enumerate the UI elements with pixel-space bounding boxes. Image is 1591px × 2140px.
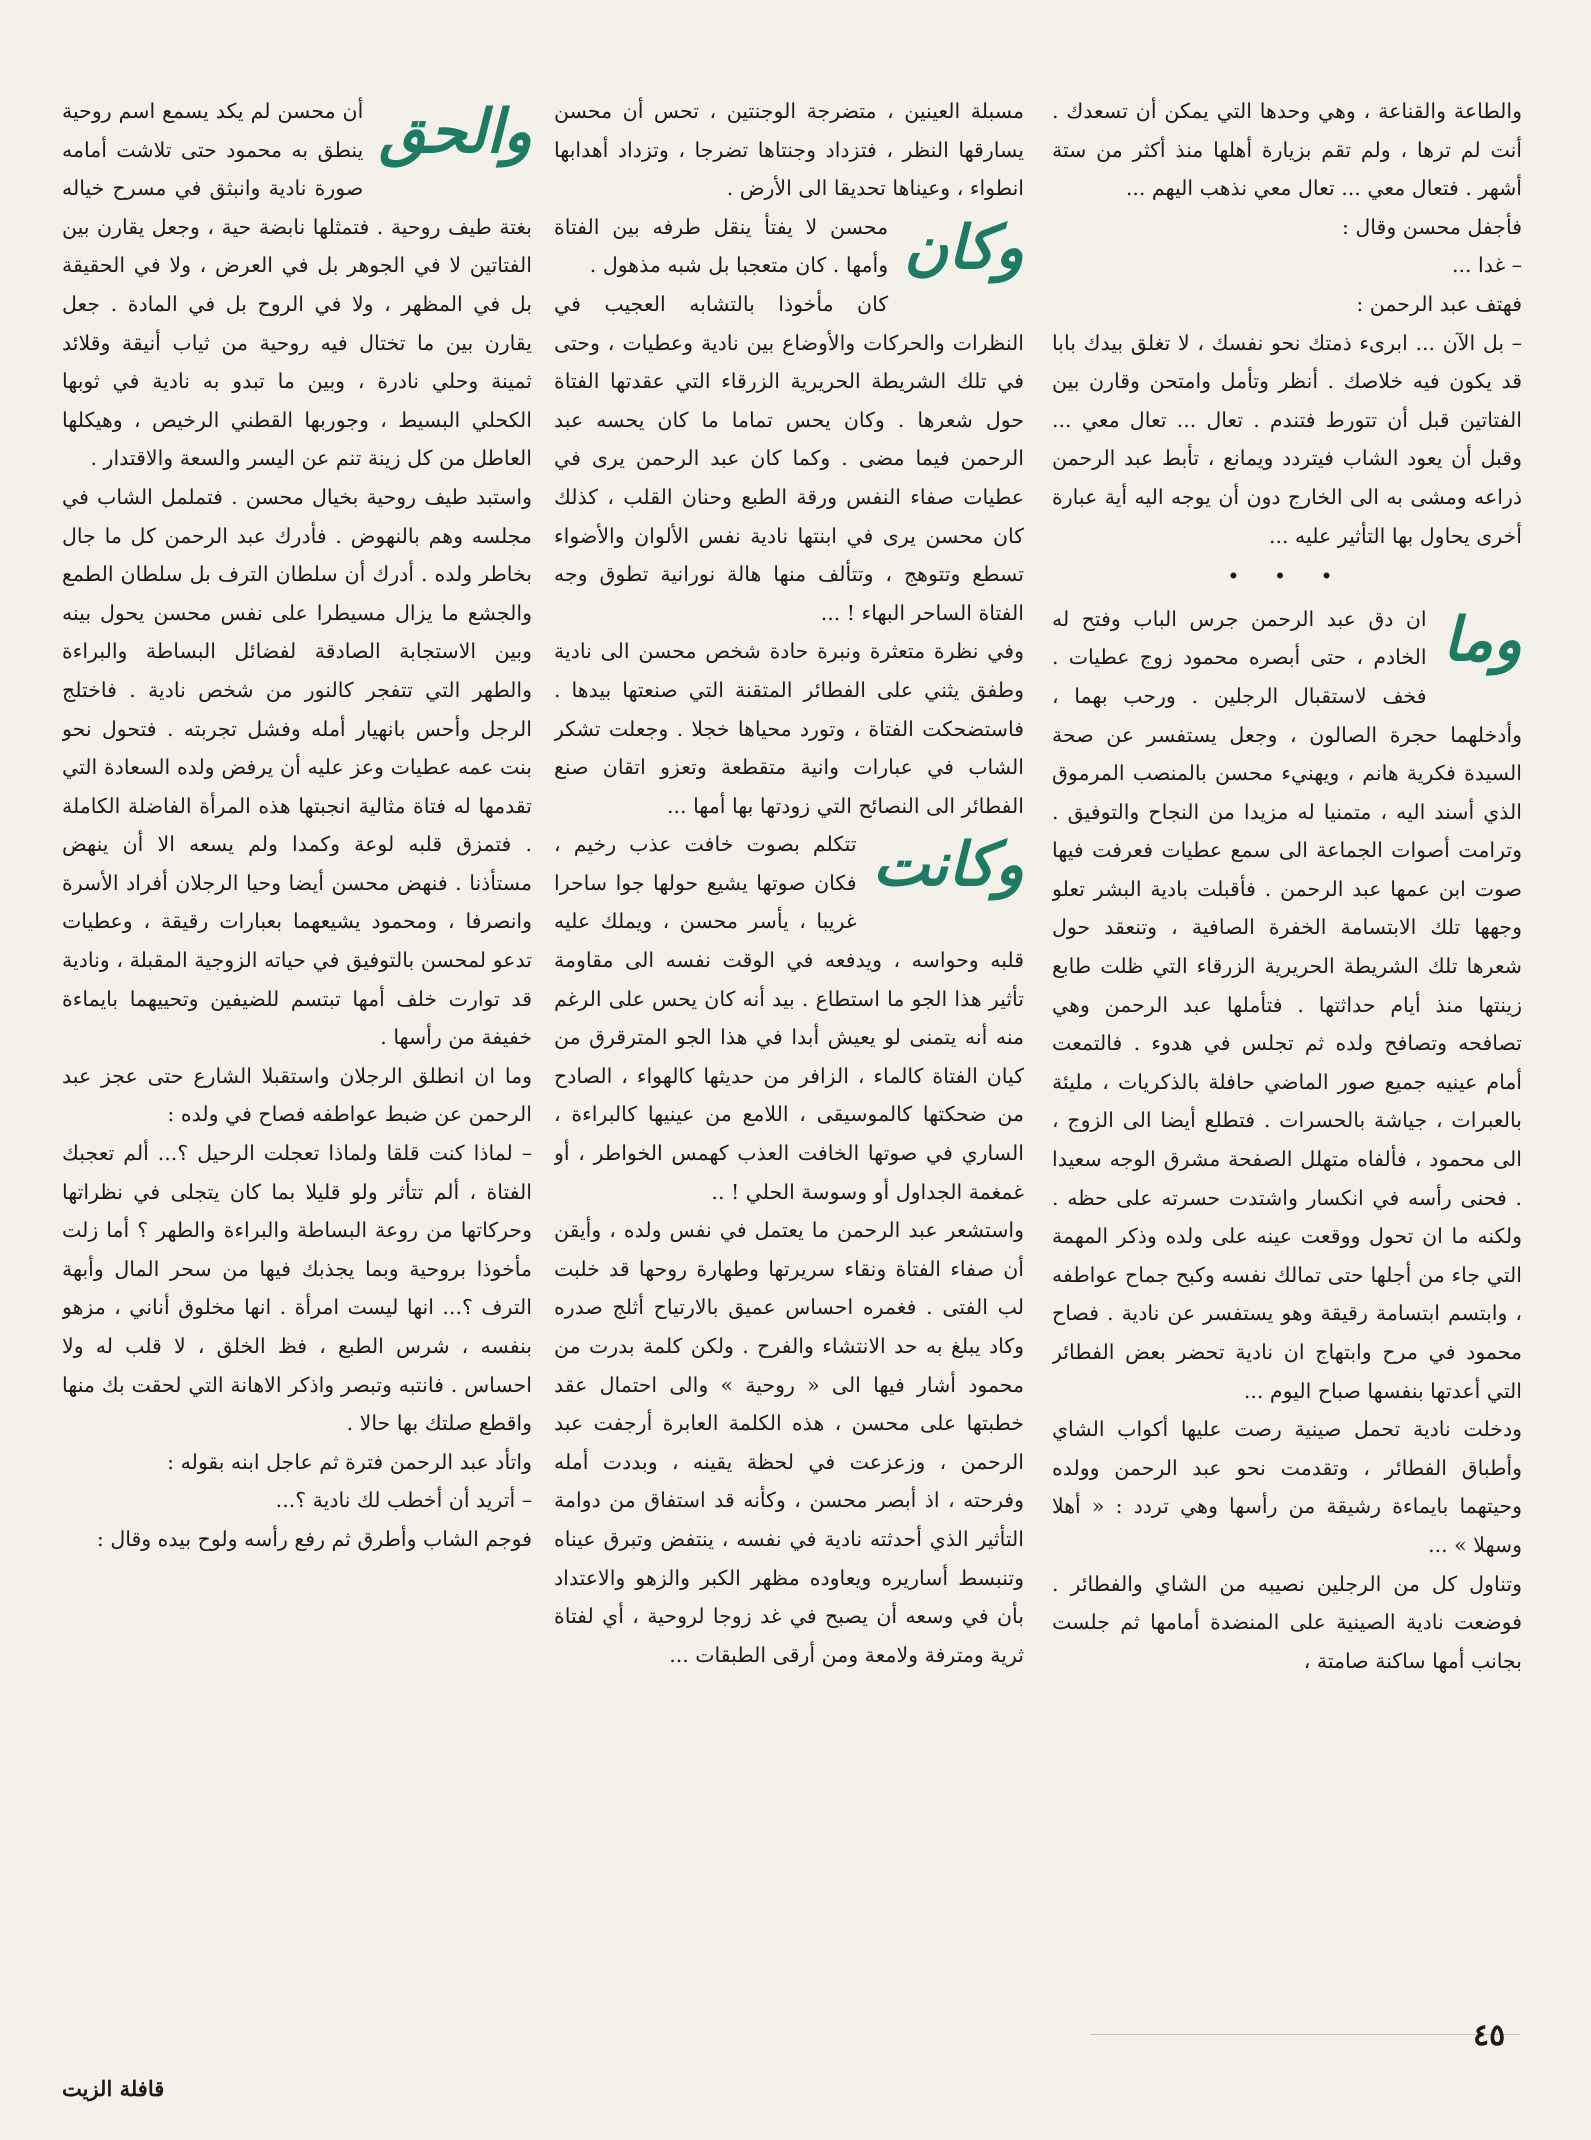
paragraph: واتأد عبد الرحمن فترة ثم عاجل ابنه بقوله : [167,1449,532,1474]
article-column-right [1052,92,1522,2022]
dropcap-walhaq: والحق [379,97,532,167]
dropcap-wakanat: وكانت [872,830,1024,901]
paragraph-text: أن محسن لم يكد يسمع اسم روحية ينطق به محمود حتى تلاشت أمامه صورة نادية وانبثق في مسرح خياله بغتة طيف روحية . فتمثلها نابضة حية ، وجعل يقارن بين الفتاتين لا في الجوهر بل في العرض ، ولا في الحقيقة بل في المظهر ، ولا في الروح بل في المادة . جعل يقارن بين ما تختال فيه روحية من ثياب أنيقة وقلائد ثمينة وحلي نادرة ، وبين ما تبدو به نادية في ثوبها الكحلي البسيط ، وجوربها القطني الرخيص ، وهيكلها العاطل من كل زينة تنم عن اليسر والسعة والاقتدار . [62,99,532,471]
paragraph-text: تتكلم بصوت خافت عذب رخيم ، فكان صوتها يشيع حولها جوا ساحرا غريبا ، يأسر محسن ، ويملك عليه قلبه وحواسه ، ويدفعه في الوقت نفسه الى مقاومة تأثير هذا الجو ما استطاع . بيد أنه كان يحس على الرغم منه أنه يتمنى لو يعيش أبدا في هذا الجو المترقرق من كيان الفتاة كالماء ، الزافر من حديثها كالهواء ، الصادح من ضحكتها كالموسيقى ، اللامع من عينيها كالبراءة ، الساري في صوتها الخافت العذب كهمس الخواطر ، أو غمغمة الجداول أو وسوسة الحلي ! .. [554,832,1024,1204]
paragraph: واستشعر عبد الرحمن ما يعتمل في نفس ولده ، وأيقن أن صفاء الفتاة ونقاء سريرتها وطهارة روحها قد خلبت لب الفتى . فغمره احساس عميق بالارتياح أثلج صدره وكاد يبلغ به حد الانتشاء والفرح . ولكن كلمة بدرت من محمود أشار فيها الى « روحية » والى احتمال عقد خطبتها على محسن ، هذه الكلمة العابرة أرجفت عبد الرحمن ، وزعزعت في لحظة يقينه ، وبددت أمله وفرحته ، اذ أبصر محسن ، وكأنه قد استفاق من دوامة التأثير الذي أحدثته نادية في نفسه ، ينتفض وتبرق عيناه وتنبسط أساريره ويعاوده مظهر الكبر والزهو والاعتداد بأن في وسعه أن يصبح في غد زوجا لروحية ، أي لفتاة ثرية ومترفة ولامعة ومن أرقى الطبقات ... [554,1218,1024,1667]
article-column-left [62,92,532,2022]
paragraph: وفي نظرة متعثرة ونبرة حادة شخص محسن الى نادية وطفق يثني على الفطائر المتقنة التي صنعتها بيدها . فاستضحكت الفتاة ، وتورد محياها خجلا . وجعلت تشكر الشاب في عبارات وانية متقطعة وتعزو اتقان صنع الفطائر الى النصائح التي زودتها بها أمها ... [554,639,1024,818]
paragraph: ودخلت نادية تحمل صينية رصت عليها أكواب الشاي وأطباق الفطائر ، وتقدمت نحو عبد الرحمن وولده وحيتهما بايماءة رشيقة من رأسها وهي تردد : « أهلا وسهلا » ... [1052,1417,1522,1557]
paragraph: وما ان انطلق الرجلان واستقبلا الشارع حتى عجز عبد الرحمن عن ضبط عواطفه فصاح في ولده : [62,1063,532,1127]
paragraph-with-dropcap [554,208,1024,285]
paragraph: – لماذا كنت قلقا ولماذا تعجلت الرحيل ؟... ألم تعجبك الفتاة ، ألم تتأثر ولو قليلا بما كان يتجلى في نظراتها وحركاتها من روعة البساطة والبراءة والطهر ؟ أما زلت مأخوذا بروحية وبما يجذبك فيها من سحر المال وأبهة الترف ؟... انها ليست امرأة . انها مخلوق أناني ، مزهو بنفسه ، شرس الطبع ، فظ الخلق ، لا قلب له ولا احساس . فانتبه وتبصر واذكر الاهانة التي لحقت بك منها واقطع صلتك بها حالا . [62,1141,532,1436]
section-separator: • • • [1227,564,1347,589]
paragraph: – أتريد أن أخطب لك نادية ؟... [275,1488,532,1513]
dropcap-wakan: وكان [904,212,1024,283]
paragraph-with-dropcap [554,825,1024,1211]
footer-rule [1090,2034,1520,2035]
paragraph-text: ان دق عبد الرحمن جرس الباب وفتح له الخادم ، حتى أبصره محمود زوج عطيات . فخف لاستقبال الرجلين . ورحب بهما ، وأدخلهما حجرة الصالون ، وجعل يستفسر عن صحة السيدة فكرية هانم ، ويهنيء محسن بالمنصب المرموق الذي أسند اليه ، متمنيا له مزيدا من النجاح والتوفيق . وترامت أصوات الجماعة الى سمع عطيات فعرفت فيها صوت ابن عمها عبد الرحمن . فأقبلت بادية البشر تعلو وجهها تلك الابتسامة الخفرة الصافية ، وتنعقد حول شعرها تلك الشريطة الحريرية الزرقاء التي ظلت طابع زينتها منذ أيام حداثتها . فتأملها عبد الرحمن وهي تصافحه وتصافح ولده ثم تجلس في هدوء . فالتمعت أمام عينيه جميع صور الماضي حافلة بالذكريات ، مليئة بالعبرات ، جياشة بالحسرات . فتطلع أيضا الى الزوج ، الى محمود ، فألفاه متهلل الصفحة مشرق الوجه سعيدا . فحنى رأسه في انكسار واشتدت حسرته على حظه . ولكنه ما ان تحول ووقعت عينه على ولده وذكر المهمة التي جاء من أجلها حتى تمالك نفسه وكبح جماح عواطفه ، وابتسم ابتسامة رقيقة وهو يستفسر عن نادية . فصاح محمود في مرح وابتهاج ان نادية تحضر بعض الفطائر التي أعدتها بنفسها صباح اليوم ... [1052,606,1522,1403]
paragraph: مسبلة العينين ، متضرجة الوجنتين ، تحس أن محسن يسارقها النظر ، فتزداد وجنتاها تضرجا ، وتزداد أهدابها انطواء ، وعيناها تحديقا الى الأرض . [554,99,1024,201]
paragraph-text: محسن لا يفتأ ينقل طرفه بين الفتاة وأمها . كان متعجبا بل شبه مذهول . [554,214,889,278]
paragraph: فأجفل محسن وقال : [1341,214,1522,239]
paragraph-with-dropcap [1052,600,1522,1410]
paragraph: واستبد طيف روحية بخيال محسن . فتململ الشاب في مجلسه وهم بالنهوض . فأدرك عبد الرحمن كل ما جال بخاطر ولده . أدرك أن سلطان الترف بل سلطان الطمع والجشع ما يزال مسيطرا على نفس محسن يحول بينه وبين الاستجابة الصادقة لفضائل البساطة والبراءة والطهر التي تتفجر كالنور من شخص نادية . فاختلج الرجل وأحس بانهيار أمله وفشل تجربته . فتحول نحو بنت عمه عطيات وعز عليه أن يرفض ولده السعادة التي تقدمها له فتاة مثالية انجبتها هذه المرأة الفاضلة الكاملة . فتمزق قلبه لوعة وكمدا ولم يسعه الا أن ينهض مستأذنا . فنهض محسن أيضا وحيا الرجلان أفراد الأسرة وانصرفا ، ومحمود يشيعهما بعبارات رقيقة ، وعطيات تدعو لمحسن بالتوفيق في حياته الزوجية المقبلة ، ونادية قد توارت خلف أمها تبتسم للضيفين وتحييهما بايماءة خفيفة من رأسها . [62,484,532,1050]
paragraph: وتناول كل من الرجلين نصيبه من الشاي والفطائر . فوضعت نادية الصينية على المنضدة أمامها ثم جلست بجانب أمها ساكنة صامتة ، [1052,1571,1522,1673]
dropcap-wama: وما [1442,604,1522,675]
paragraph: فوجم الشاب وأطرق ثم رفع رأسه ولوح بيده وقال : [96,1526,532,1551]
page-number: ٤٥ [1473,2018,1506,2053]
paragraph: والطاعة والقناعة ، وهي وحدها التي يمكن أن تسعدك . أنت لم ترها ، ولم تقم بزيارة أهلها منذ أكثر من ستة أشهر . فتعال معي ... تعال معي نذهب اليهم ... [1052,99,1522,201]
paragraph: فهتف عبد الرحمن : [1356,291,1522,316]
paragraph-with-dropcap [62,92,532,478]
paragraph: – بل الآن ... ابرىء ذمتك نحو نفسك ، لا تغلق بيدك بابا قد يكون فيه خلاصك . أنظر وتأمل وامتحن وقارن بين الفتاتين قبل أن تتورط فتندم . تعال ... تعال معي ... وقبل أن يعود الشاب فيتردد ويمانع ، تأبط عبد الرحمن ذراعه ومشى به الى الخارج دون أن يوجه اليه أية عبارة أخرى يحاول بها التأثير عليه ... [1052,330,1522,548]
magazine-title: قافلة الزيت [62,2076,165,2101]
paragraph: كان مأخوذا بالتشابه العجيب في النظرات والحركات والأوضاع بين نادية وعطيات ، وحتى في تلك الشريطة الحريرية الزرقاء التي عقدتها الفتاة حول شعرها . وكان يحس تماما ما كان يحسه عبد الرحمن فيما مضى . وكما كان عبد الرحمن يرى في عطيات صفاء النفس ورقة الطبع وحنان القلب ، كذلك كان محسن يرى في ابنتها نادية نفس الألوان والأضواء تسطع وتتوهج ، وتتألف منها هالة نورانية تطوق وجه الفتاة الساحر البهاء ! ... [554,291,1024,625]
article-column-middle [554,92,1024,2022]
paragraph: – غدا ... [1451,253,1522,278]
